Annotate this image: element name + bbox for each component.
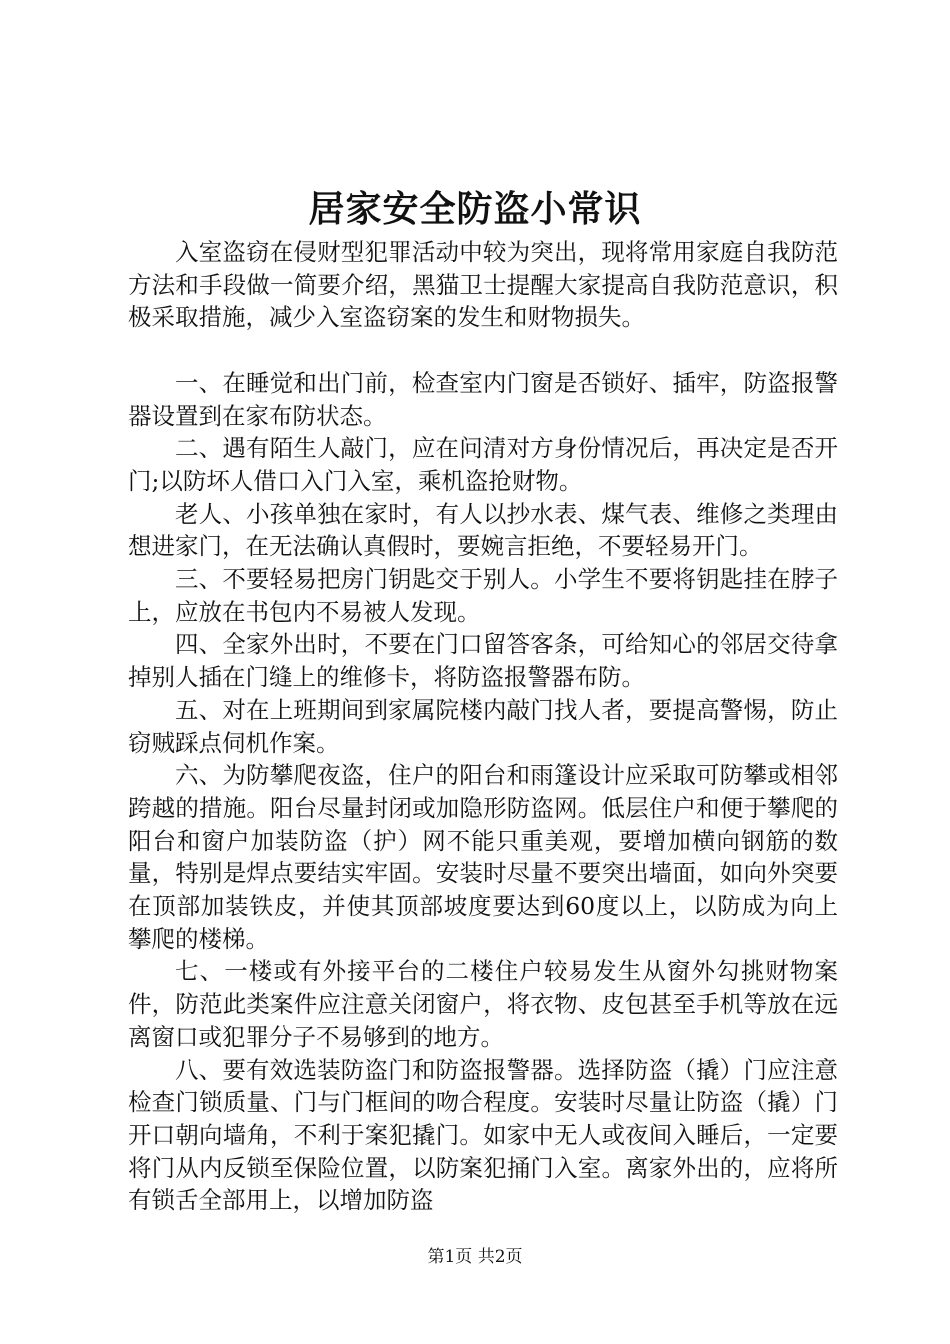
document-body xyxy=(128,236,838,1217)
document-title: 居家安全防盗小常识 xyxy=(308,188,642,230)
intro-paragraph: 入室盗窃在侵财型犯罪活动中较为突出，现将常用家庭自我防范方法和手段做一简要介绍，黑猫卫士提醒大家提高自我防范意识，积极采取措施，减少入室盗窃案的发生和财物损失。 xyxy=(128,238,838,332)
paragraph-3: 三、不要轻易把房门钥匙交于别人。小学生不要将钥匙挂在脖子上，应放在书包内不易被人发现。 xyxy=(128,565,838,626)
paragraph-4: 四、全家外出时，不要在门口留答客条，可给知心的邻居交待拿掉别人插在门缝上的维修卡，将防盗报警器布防。 xyxy=(128,630,838,692)
paragraph-8: 八、要有效选装防盗门和防盗报警器。选择防盗（撬）门应注意检查门锁质量、门与门框间的吻合程度。安装时尽量让防盗（撬）门开口朝向墙角，不利于案犯撬门。如家中无人或夜间入睡后，一定要将门从内反锁至保险位置，以防案犯捅门入室。离家外出的，应将所有锁舌全部用上，以增加防盗 xyxy=(128,1055,838,1215)
paragraph-6: 六、为防攀爬夜盗，住户的阳台和雨篷设计应采取可防攀或相邻跨越的措施。阳台尽量封闭或加隐形防盗网。低层住户和便于攀爬的阳台和窗户加装防盗（护）网不能只重美观，要增加横向钢筋的数量，特别是焊点要结实牢固。安装时尽量不要突出墙面，如向外突要在顶部加装铁皮，并使其顶部坡度要达到60度以上，以防成为向上攀爬的楼梯。 xyxy=(128,761,838,953)
page-footer: 第1页 共2页 xyxy=(427,1247,523,1267)
paragraph-2: 二、遇有陌生人敲门，应在问清对方身份情况后，再决定是否开门;以防坏人借口入门入室，乘机盗抢财物。 xyxy=(128,434,838,495)
paragraph-1: 一、在睡觉和出门前，检查室内门窗是否锁好、插牢，防盗报警器设置到在家布防状态。 xyxy=(128,368,838,430)
paragraph-7: 七、一楼或有外接平台的二楼住户较易发生从窗外勾挑财物案件，防范此类案件应注意关闭窗户，将衣物、皮包甚至手机等放在远离窗口或犯罪分子不易够到的地方。 xyxy=(128,957,838,1051)
paragraph-2-note: 老人、小孩单独在家时，有人以抄水表、煤气表、维修之类理由想进家门，在无法确认真假时，要婉言拒绝，不要轻易开门。 xyxy=(128,499,838,561)
paragraph-5: 五、对在上班期间到家属院楼内敲门找人者，要提高警惕，防止窃贼踩点伺机作案。 xyxy=(128,695,838,757)
